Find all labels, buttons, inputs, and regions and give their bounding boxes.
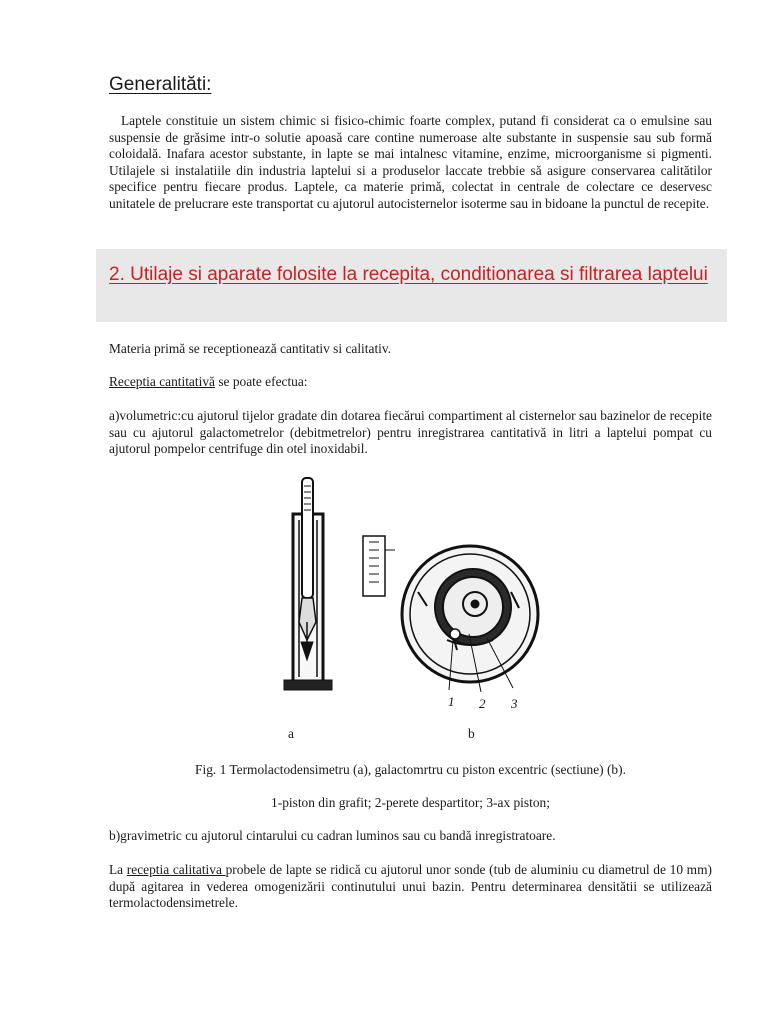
figure-label-b: b <box>468 726 475 741</box>
part-number-2: 2 <box>479 696 486 711</box>
figure-1 <box>255 472 555 712</box>
gravimetric-paragraph: b)gravimetric cu ajutorul cintarului cu cadran luminos sau cu bandă inregistratoare. <box>109 828 556 843</box>
part-number-3: 3 <box>511 696 518 711</box>
termolactodensimetru-drawing <box>284 478 332 690</box>
receptia-cantitativa-link[interactable]: Receptia cantitativă <box>109 374 215 389</box>
materia-paragraph: Materia primă se receptionează cantitativ si calitativ. <box>109 341 392 356</box>
volumetric-paragraph: a)volumetric:cu ajutorul tijelor gradate din dotarea fiecărui compartiment al cisternelor sau bazinelor de recepite sau cu ajutorul galactometrelor (debitmetrelor) pentru inregistrarea cantitativă in litri a laptelui pompat cu ajutorul pompelor centrifuge din otel inoxidabil. <box>109 408 712 457</box>
calitativa-rest: probele de lapte se ridică cu ajutorul unor sonde (tub de aluminiu cu diametrul de 10 mm) după agitarea in vederea omogenizării continutului unui bazin. Pentru determinarea densitătii se utilizează termolactodensimetrele. <box>109 862 712 911</box>
section-banner <box>96 249 727 322</box>
section-heading-generalitati: Generalităti: <box>109 74 212 95</box>
receptia-cantitativa-paragraph <box>109 374 712 391</box>
scale-detail-drawing <box>363 536 395 596</box>
calitativa-prefix: La <box>109 862 127 877</box>
galactometru-drawing <box>402 546 538 692</box>
figure-legend: 1-piston din grafit; 2-perete despartitor; 3-ax piston; <box>271 795 550 810</box>
intro-paragraph: Laptele constituie un sistem chimic si fisico-chimic foarte complex, putand fi considerat ca o emulsine sau suspensie de grăsime intr-o solutie apoasă care contine numeroase alte substante in suspensie sau sub formă coloidală. Inafara acestor substante, in lapte se mai intalnesc vitamine, enzime, microorganisme si pigmenti. Utilajele si instalatiile din industria laptelui si a produselor laccate trebbie să asigure conservarea calitătilor specifice pentru fiecare produs. Laptele, ca materie primă, colectat in centrale de colectare ce deservesc unitatele de prelucrare este transportat cu ajutorul autocisternelor isoterme sau in bidoane la punctul de recepite. <box>109 113 712 211</box>
receptia-calitativa-paragraph <box>109 862 712 912</box>
figure-1-drawing <box>255 472 555 712</box>
part-number-1: 1 <box>448 694 455 709</box>
figure-label-a: a <box>288 726 294 741</box>
receptia-cantitativa-rest: se poate efectua: <box>214 374 308 389</box>
figure-caption: Fig. 1 Termolactodensimetru (a), galactomrtru cu piston excentric (sectiune) (b). <box>195 762 626 777</box>
section-title: 2. Utilaje si aparate folosite la recepita, conditionarea si filtrarea laptelui <box>109 264 708 285</box>
receptia-calitativa-link[interactable]: receptia calitativa <box>126 862 226 877</box>
